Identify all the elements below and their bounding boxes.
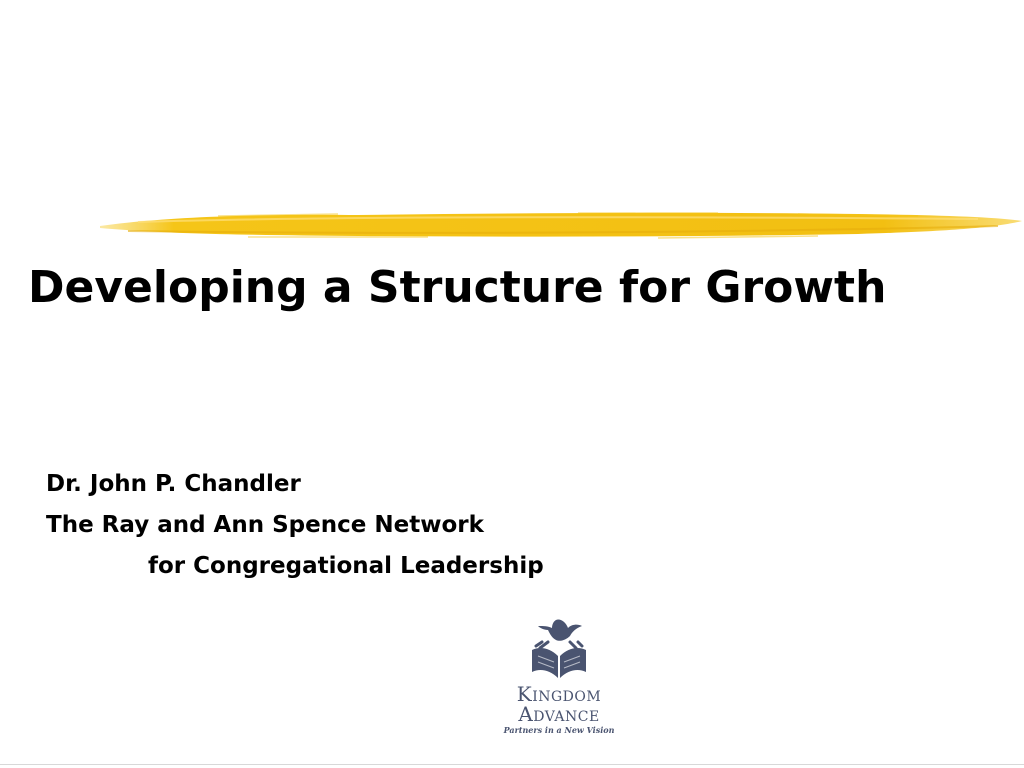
logo-word-kingdom: Kingdom — [516, 682, 602, 706]
presenter-name: Dr. John P. Chandler — [46, 471, 301, 497]
kingdom-advance-logo-mark-icon — [526, 616, 592, 684]
kingdom-advance-logo — [496, 616, 622, 740]
organization-name-continued: for Congregational Leadership — [148, 553, 544, 579]
yellow-brush-stroke — [98, 204, 1024, 248]
logo-tagline: Partners in a New Vision — [503, 725, 615, 735]
bottom-divider — [0, 764, 1024, 765]
logo-word-advance: Advance — [518, 702, 600, 726]
presenter-info — [46, 464, 544, 587]
slide-title: Developing a Structure for Growth — [28, 262, 887, 313]
organization-name: The Ray and Ann Spence Network — [46, 512, 484, 538]
